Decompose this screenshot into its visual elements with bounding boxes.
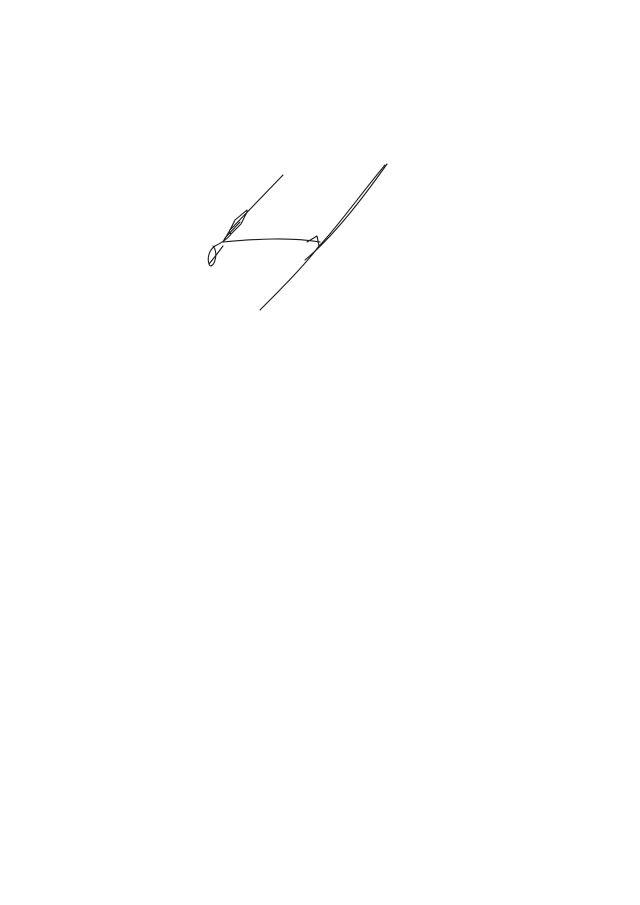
handwritten-signature xyxy=(195,160,415,315)
numbered-item-2 xyxy=(77,113,595,139)
